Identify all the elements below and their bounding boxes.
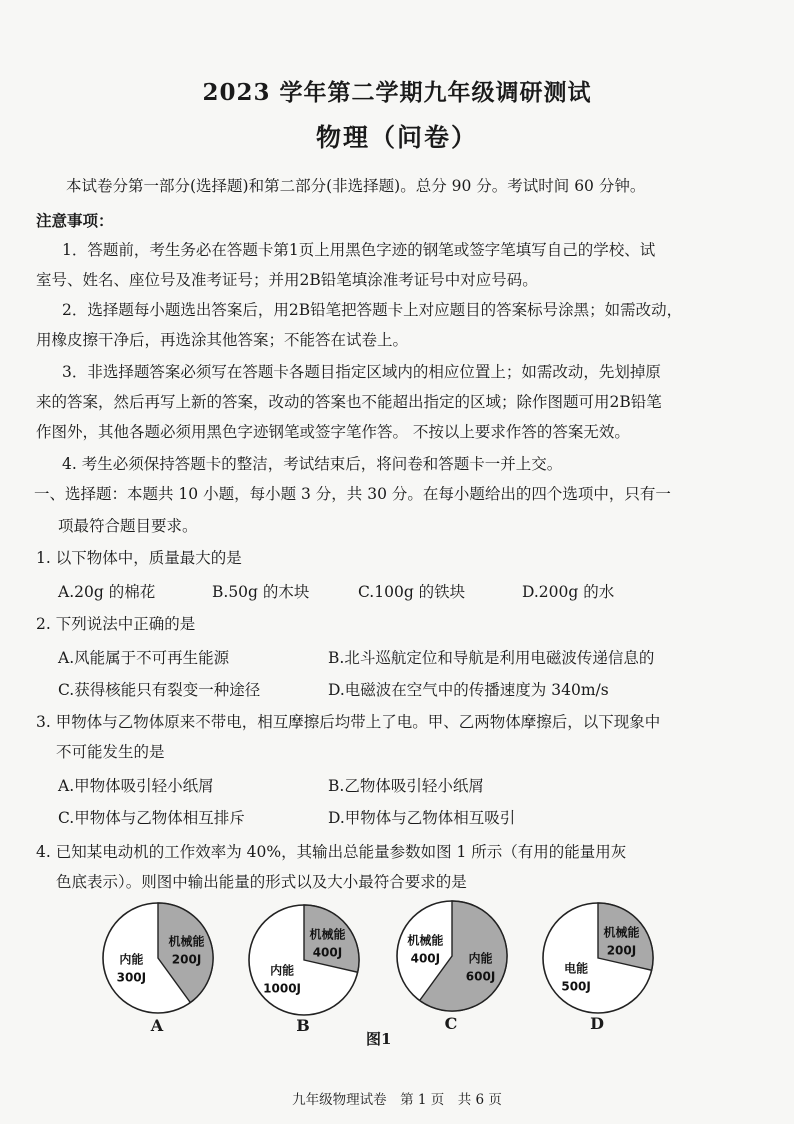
- pie-slice-name: 机械能: [309, 927, 346, 942]
- notice-item-3-cont2: 作图外，其他各题必须用黑色字迹钢笔或签字笔作答。 不按以上要求作答的答案无效。: [36, 423, 630, 441]
- question-3-stem: 3. 甲物体与乙物体原来不带电，相互摩擦后均带上了电。甲、乙两物体摩擦后，以下现象中: [36, 713, 661, 731]
- pie-slice-name: 内能: [270, 963, 295, 978]
- question-4-stem: 4. 已知某电动机的工作效率为 40%，其输出总能量参数如图 1 所示（有用的能量用灰: [36, 843, 627, 861]
- notice-item-2-cont: 用橡皮擦干净后，再选涂其他答案；不能答在试卷上。: [36, 331, 409, 349]
- exam-title: 2023 学年第二学期九年级调研测试: [202, 79, 592, 106]
- pie-label-a: A: [150, 1016, 164, 1035]
- notice-item-4: 4. 考生必须保持答题卡的整洁，考试结束后，将问卷和答题卡一并上交。: [62, 455, 563, 473]
- notice-item-1-cont: 室号、姓名、座位号及准考证号；并用2B铅笔填涂准考证号中对应号码。: [36, 271, 538, 289]
- notice-item-1: 1．答题前，考生务必在答题卡第1页上用黑色字迹的钢笔或签字笔填写自己的学校、试: [62, 241, 656, 259]
- pie-chart-b: [244, 900, 364, 1020]
- pie-slice-value: 400J: [410, 951, 441, 966]
- page-footer: 九年级物理试卷 第 1 页 共 6 页: [292, 1092, 502, 1108]
- intro-text: 本试卷分第一部分(选择题)和第二部分(非选择题)。总分 90 分。考试时间 60 分钟。: [66, 177, 646, 195]
- question-1-option-c: C.100g 的铁块: [358, 583, 466, 601]
- question-3-option-c: C.甲物体与乙物体相互排斥: [58, 809, 245, 827]
- question-1-option-a: A.20g 的棉花: [58, 583, 156, 601]
- question-2-stem: 2. 下列说法中正确的是: [36, 615, 196, 633]
- pie-chart-c: [392, 896, 512, 1016]
- question-3-option-b: B.乙物体吸引轻小纸屑: [328, 777, 484, 795]
- pie-label-b: B: [296, 1016, 310, 1035]
- pie-slice-value: 300J: [116, 970, 147, 985]
- question-2-option-d: D.电磁波在空气中的传播速度为 340m/s: [328, 681, 609, 699]
- pie-slice-value: 600J: [465, 969, 496, 984]
- section-heading: 一、选择题：本题共 10 小题，每小题 3 分，共 30 分。在每小题给出的四个选项中，只有一: [34, 485, 671, 503]
- question-1-option-d: D.200g 的水: [522, 583, 615, 601]
- pie-chart-a: [98, 898, 218, 1018]
- pie-slice-name: 机械能: [603, 925, 640, 940]
- exam-subtitle: 物理（问卷）: [315, 123, 478, 152]
- notice-heading: 注意事项：: [36, 211, 114, 230]
- question-1-stem: 1. 以下物体中，质量最大的是: [36, 549, 242, 567]
- notice-item-2: 2．选择题每小题选出答案后，用2B铅笔把答题卡上对应题目的答案标号涂黑；如需改动，: [62, 301, 683, 319]
- section-heading-cont: 项最符合题目要求。: [58, 517, 198, 535]
- pie-label-d: D: [590, 1014, 604, 1033]
- question-3-stem-cont: 不可能发生的是: [56, 743, 165, 761]
- question-3-option-a: A.甲物体吸引轻小纸屑: [58, 777, 214, 795]
- question-4-stem-cont: 色底表示）。则图中输出能量的形式以及大小最符合要求的是: [56, 873, 467, 891]
- question-1-option-b: B.50g 的木块: [212, 583, 310, 601]
- pie-chart-d: [538, 898, 658, 1018]
- pie-slice-name: 电能: [564, 961, 589, 976]
- figure-caption: 图1: [366, 1030, 392, 1048]
- pie-slice-value: 1000J: [263, 981, 302, 996]
- pie-slice-name: 机械能: [407, 933, 444, 948]
- pie-slice-value: 500J: [561, 979, 591, 994]
- pie-slice-name: 内能: [468, 951, 493, 966]
- pie-slice-name: 内能: [119, 952, 144, 967]
- question-2-option-c: C.获得核能只有裂变一种途径: [58, 681, 261, 699]
- notice-item-3-cont: 来的答案，然后再写上新的答案，改动的答案也不能超出指定的区域；除作图题可用2B铅笔: [36, 393, 662, 411]
- question-2-option-a: A.风能属于不可再生能源: [58, 649, 230, 667]
- pie-slice-name: 机械能: [168, 934, 205, 949]
- pie-slice-value: 200J: [171, 952, 202, 967]
- question-2-option-b: B.北斗巡航定位和导航是利用电磁波传递信息的: [328, 649, 655, 667]
- pie-label-c: C: [444, 1014, 458, 1033]
- question-3-option-d: D.甲物体与乙物体相互吸引: [328, 809, 516, 827]
- notice-item-3: 3．非选择题答案必须写在答题卡各题目指定区域内的相应位置上；如需改动，先划掉原: [62, 363, 661, 381]
- pie-slice-value: 400J: [312, 945, 343, 960]
- pie-slice-value: 200J: [606, 943, 637, 958]
